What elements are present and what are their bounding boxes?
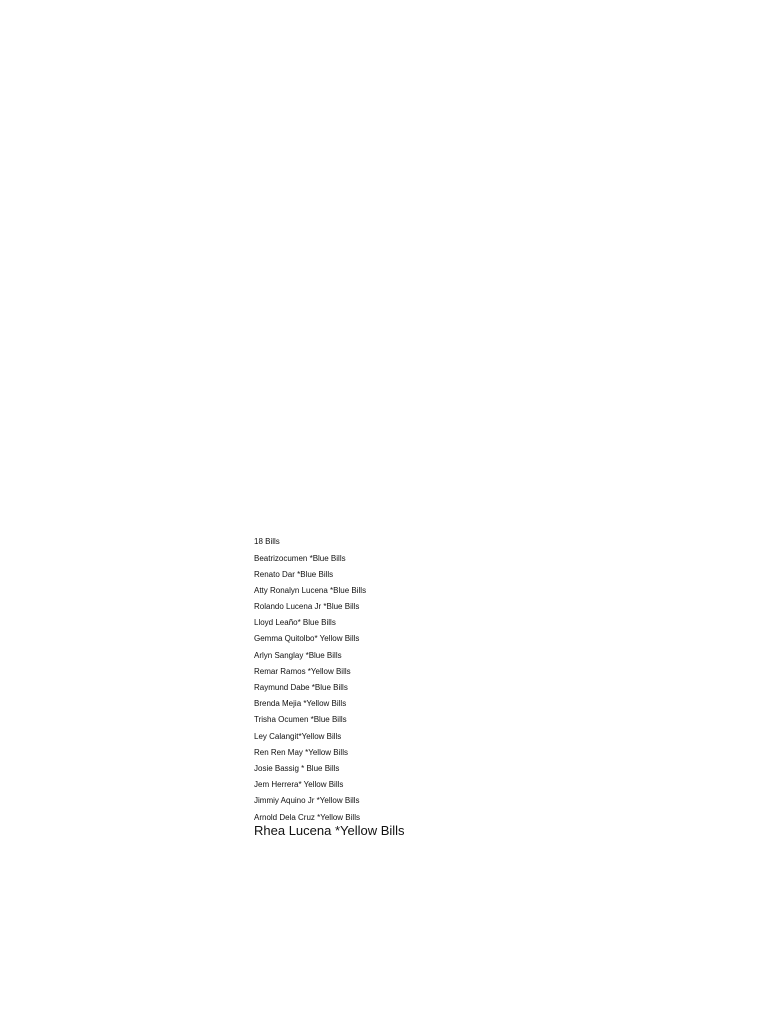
list-item: Trisha Ocumen *Blue Bills	[254, 715, 347, 725]
list-item: Renato Dar *Blue Bills	[254, 569, 334, 579]
list-item: Remar Ramos *Yellow Bills	[254, 666, 351, 676]
list-item: Jimmiy Aquino Jr *Yellow Bills	[254, 796, 360, 806]
list-item: Atty Ronalyn Lucena *Blue Bills	[254, 585, 367, 595]
list-item: Gemma Quitolbo* Yellow Bills	[254, 634, 360, 644]
list-item: Jem Herrera* Yellow Bills	[254, 780, 344, 790]
list-heading: 18 Bills	[254, 537, 280, 546]
list-item: Ley Calangit*Yellow Bills	[254, 731, 342, 741]
list-item: Josie Bassig * Blue Bills	[254, 763, 340, 773]
list-item: Raymund Dabe *Blue Bills	[254, 683, 348, 692]
list-item: Brenda Mejia *Yellow Bills	[254, 699, 347, 709]
list-item: Arnold Dela Cruz *Yellow Bills	[254, 812, 360, 822]
list-item: Beatrizocumen *Blue Bills	[254, 553, 346, 563]
list-item: Lloyd Leaño* Blue Bills	[254, 618, 336, 628]
final-list-item: Rhea Lucena *Yellow Bills	[254, 822, 405, 838]
list-item: Rolando Lucena Jr *Blue Bills	[254, 602, 360, 612]
list-item: Ren Ren May *Yellow Bills	[254, 747, 348, 757]
bills-list	[254, 536, 674, 839]
list-item: Arlyn Sanglay *Blue Bills	[254, 650, 342, 660]
